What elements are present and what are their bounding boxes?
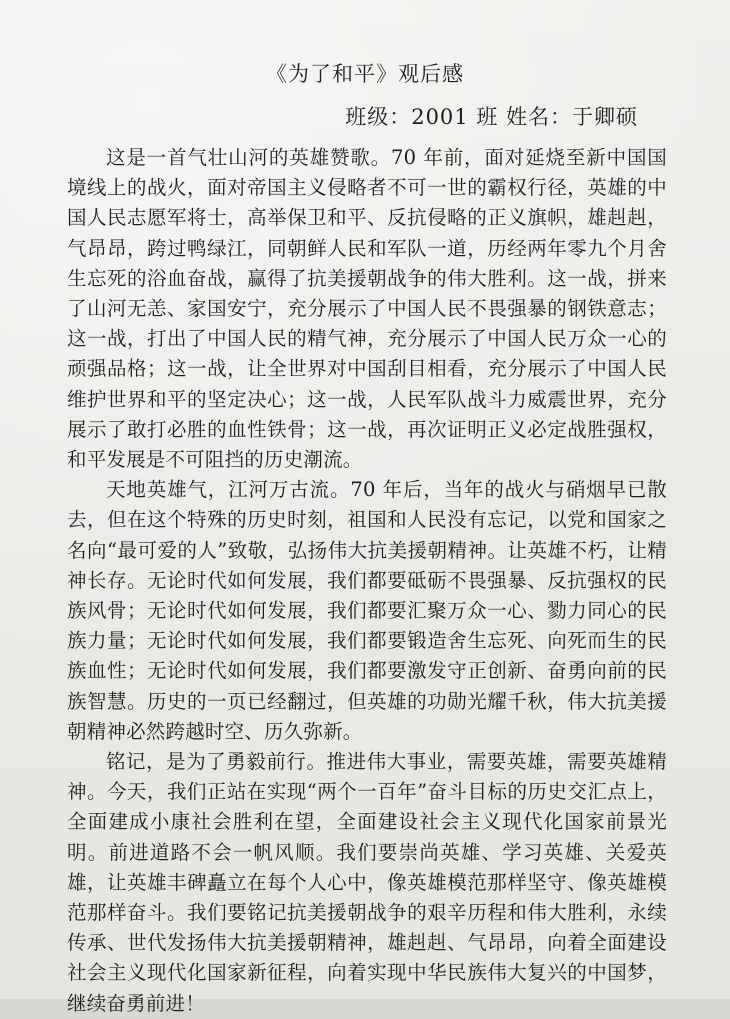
document-title: 《为了和平》观后感 xyxy=(266,62,464,86)
paragraph-2: 天地英雄气，江河万古流。70 年后，当年的战火与硝烟早已散去，但在这个特殊的历史时刻，祖国和人民没有忘记，以党和国家之名向“最可爱的人”致敬，弘扬伟大抗美援朝精神。让英雄不朽，让精神长存。无论时代如何发展，我们都要砥砺不畏强暴、反抗强权的民族风骨；无论时代如何发展，我们都要汇聚万众一心、勠力同心的民族力量；无论时代如何发展，我们都要锻造舍生忘死、向死而生的民族血性；无论时代如何发展，我们都要激发守正创新、奋勇向前的民族智慧。历史的一页已经翻过，但英雄的功勋光耀千秋，伟大抗美援朝精神必然跨越时空、历久弥新。 xyxy=(67,478,667,743)
document-body xyxy=(67,143,667,1019)
paragraph-3: 铭记，是为了勇毅前行。推进伟大事业，需要英雄，需要英雄精神。今天，我们正站在实现“两个一百年”奋斗目标的历史交汇点上，全面建成小康社会胜利在望，全面建设社会主义现代化国家前景光明。前进道路不会一帆风顺。我们要崇尚英雄、学习英雄、关爱英雄，让英雄丰碑矗立在每个人心中，像英雄模范那样坚守、像英雄模范那样奋斗。我们要铭记抗美援朝战争的艰辛历程和伟大胜利，永续传承、世代发扬伟大抗美援朝精神，雄赳赳、气昂昂，向着全面建设社会主义现代化国家新征程，向着实现中华民族伟大复兴的中国梦，继续奋勇前进！ xyxy=(67,750,667,1015)
student-meta: 班级：2001 班 姓名：于卿硕 xyxy=(345,105,638,129)
paragraph-1: 这是一首气壮山河的英雄赞歌。70 年前，面对延烧至新中国国境线上的战火，面对帝国主义侵略者不可一世的霸权行径，英雄的中国人民志愿军将士，高举保卫和平、反抗侵略的正义旗帜，雄赳赳，气昂昂，跨过鸭绿江，同朝鲜人民和军队一道，历经两年零九个月舍生忘死的浴血奋战，赢得了抗美援朝战争的伟大胜利。这一战，拼来了山河无恙、家国安宁，充分展示了中国人民不畏强暴的钢铁意志；这一战，打出了中国人民的精气神，充分展示了中国人民万众一心的顽强品格；这一战，让全世界对中国刮目相看，充分展示了中国人民维护世界和平的坚定决心；这一战，人民军队战斗力威震世界，充分展示了敢打必胜的血性铁骨；这一战，再次证明正义必定战胜强权，和平发展是不可阻挡的历史潮流。 xyxy=(67,146,667,472)
